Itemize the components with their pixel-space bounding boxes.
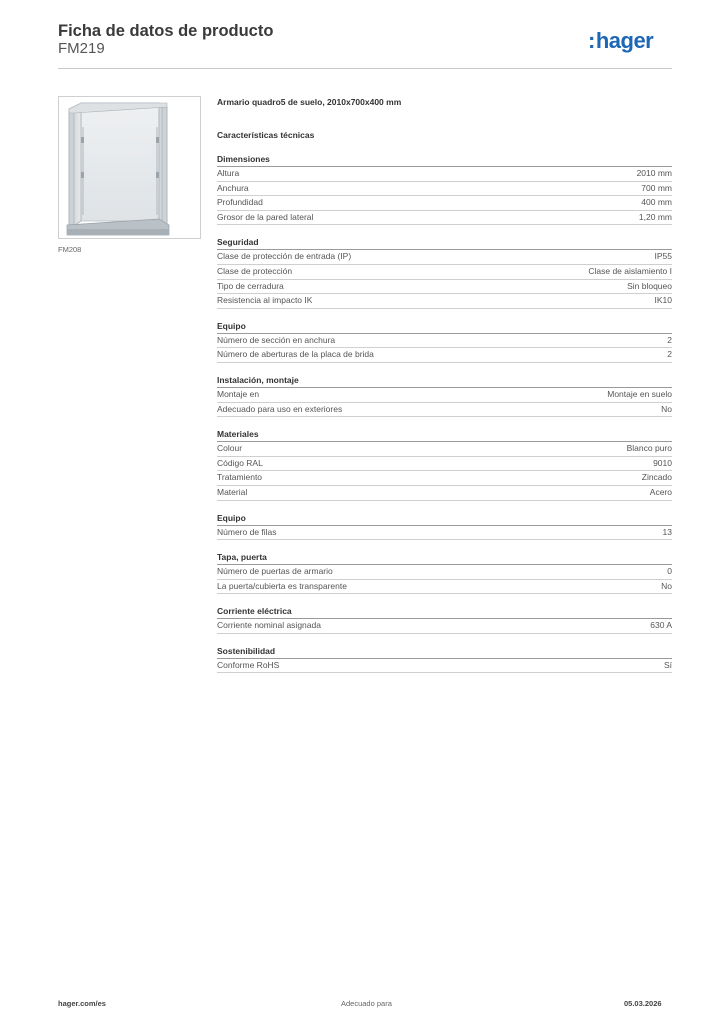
footer-center-text: Adecuado para <box>341 999 392 1008</box>
section-title: Equipo <box>217 512 672 526</box>
spec-section <box>217 512 672 541</box>
spec-section <box>217 236 672 308</box>
spec-label: La puerta/cubierta es transparente <box>217 580 347 591</box>
spec-section <box>217 428 672 500</box>
section-title: Tapa, puerta <box>217 551 672 565</box>
logo-text: hager <box>595 28 654 53</box>
spec-label: Tipo de cerradura <box>217 280 284 291</box>
spec-label: Profundidad <box>217 197 263 208</box>
spec-value: 2010 mm <box>636 168 672 178</box>
spec-row <box>217 348 672 363</box>
spec-value: IK10 <box>654 295 672 306</box>
spec-section <box>217 605 672 634</box>
section-title: Corriente eléctrica <box>217 605 672 619</box>
spec-row <box>217 486 672 501</box>
spec-label: Número de puertas de armario <box>217 566 333 577</box>
spec-value: Acero <box>649 486 672 497</box>
spec-label: Número de sección en anchura <box>217 334 336 345</box>
spec-section <box>217 551 672 594</box>
spec-value: IP55 <box>654 251 672 262</box>
spec-row <box>217 619 672 634</box>
page-title: Ficha de datos de producto <box>58 22 274 40</box>
spec-row <box>217 442 672 457</box>
spec-value: Zincado <box>641 472 672 483</box>
spec-row <box>217 526 672 541</box>
section-title: Materiales <box>217 428 672 442</box>
spec-label: Tratamiento <box>217 472 263 483</box>
spec-label: Adecuado para uso en exteriores <box>217 403 343 414</box>
spec-label: Corriente nominal asignada <box>217 620 321 631</box>
section-title: Seguridad <box>217 236 672 250</box>
spec-value: Sin bloqueo <box>627 280 672 291</box>
spec-section <box>217 320 672 363</box>
spec-section <box>217 374 672 417</box>
spec-label: Montaje en <box>217 388 260 399</box>
spec-label: Colour <box>217 443 243 454</box>
spec-row <box>217 659 672 674</box>
image-caption: FM208 <box>58 245 82 254</box>
spec-row <box>217 403 672 418</box>
spec-label: Conforme RoHS <box>217 659 280 670</box>
product-image <box>58 96 201 239</box>
spec-value: 2 <box>667 334 672 345</box>
spec-label: Altura <box>217 168 240 178</box>
footer-website[interactable]: hager.com/es <box>58 999 106 1008</box>
tech-heading: Características técnicas <box>217 130 315 140</box>
spec-label: Clase de protección de entrada (IP) <box>217 251 352 262</box>
spec-row <box>217 580 672 595</box>
spec-row <box>217 294 672 309</box>
spec-value: No <box>661 580 672 591</box>
spec-label: Anchura <box>217 182 249 193</box>
spec-row <box>217 167 672 182</box>
spec-value: Blanco puro <box>626 443 672 454</box>
spec-value: 400 mm <box>641 197 672 208</box>
spec-label: Grosor de la pared lateral <box>217 211 314 222</box>
hager-logo[interactable] <box>588 28 653 54</box>
logo-colon-icon: : <box>588 28 595 53</box>
spec-value: 13 <box>662 526 672 537</box>
spec-label: Número de aberturas de la placa de brida <box>217 349 374 360</box>
product-name: Armario quadro5 de suelo, 2010x700x400 mm <box>217 97 402 107</box>
spec-value: 2 <box>667 349 672 360</box>
section-title: Sostenibilidad <box>217 645 672 659</box>
spec-value: Montaje en suelo <box>607 388 672 399</box>
spec-row <box>217 334 672 349</box>
spec-label: Material <box>217 486 248 497</box>
spec-content <box>217 95 672 673</box>
spec-label: Resistencia al impacto IK <box>217 295 313 306</box>
product-code: FM219 <box>58 40 105 57</box>
header-divider <box>58 68 672 69</box>
spec-value: No <box>661 403 672 414</box>
spec-row <box>217 457 672 472</box>
spec-value: 700 mm <box>641 182 672 193</box>
footer-date: 05.03.2026 <box>624 999 662 1008</box>
spec-row <box>217 388 672 403</box>
spec-label: Clase de protección <box>217 265 293 276</box>
spec-label: Número de filas <box>217 526 277 537</box>
spec-section <box>217 645 672 674</box>
section-title: Dimensiones <box>217 153 672 167</box>
section-title: Equipo <box>217 320 672 334</box>
cabinet-illustration-icon <box>59 97 200 238</box>
spec-sections <box>217 153 672 673</box>
section-title: Instalación, montaje <box>217 374 672 388</box>
spec-value: 630 A <box>650 620 672 631</box>
spec-row <box>217 471 672 486</box>
spec-row <box>217 182 672 197</box>
spec-value: Sí <box>663 659 672 670</box>
spec-value: 9010 <box>653 457 672 468</box>
spec-label: Código RAL <box>217 457 263 468</box>
spec-row <box>217 211 672 226</box>
spec-value: 1,20 mm <box>638 211 672 222</box>
spec-row <box>217 280 672 295</box>
spec-value: 0 <box>667 566 672 577</box>
spec-row <box>217 196 672 211</box>
spec-section <box>217 153 672 225</box>
spec-row <box>217 250 672 265</box>
spec-row <box>217 565 672 580</box>
spec-row <box>217 265 672 280</box>
spec-value: Clase de aislamiento I <box>588 265 672 276</box>
